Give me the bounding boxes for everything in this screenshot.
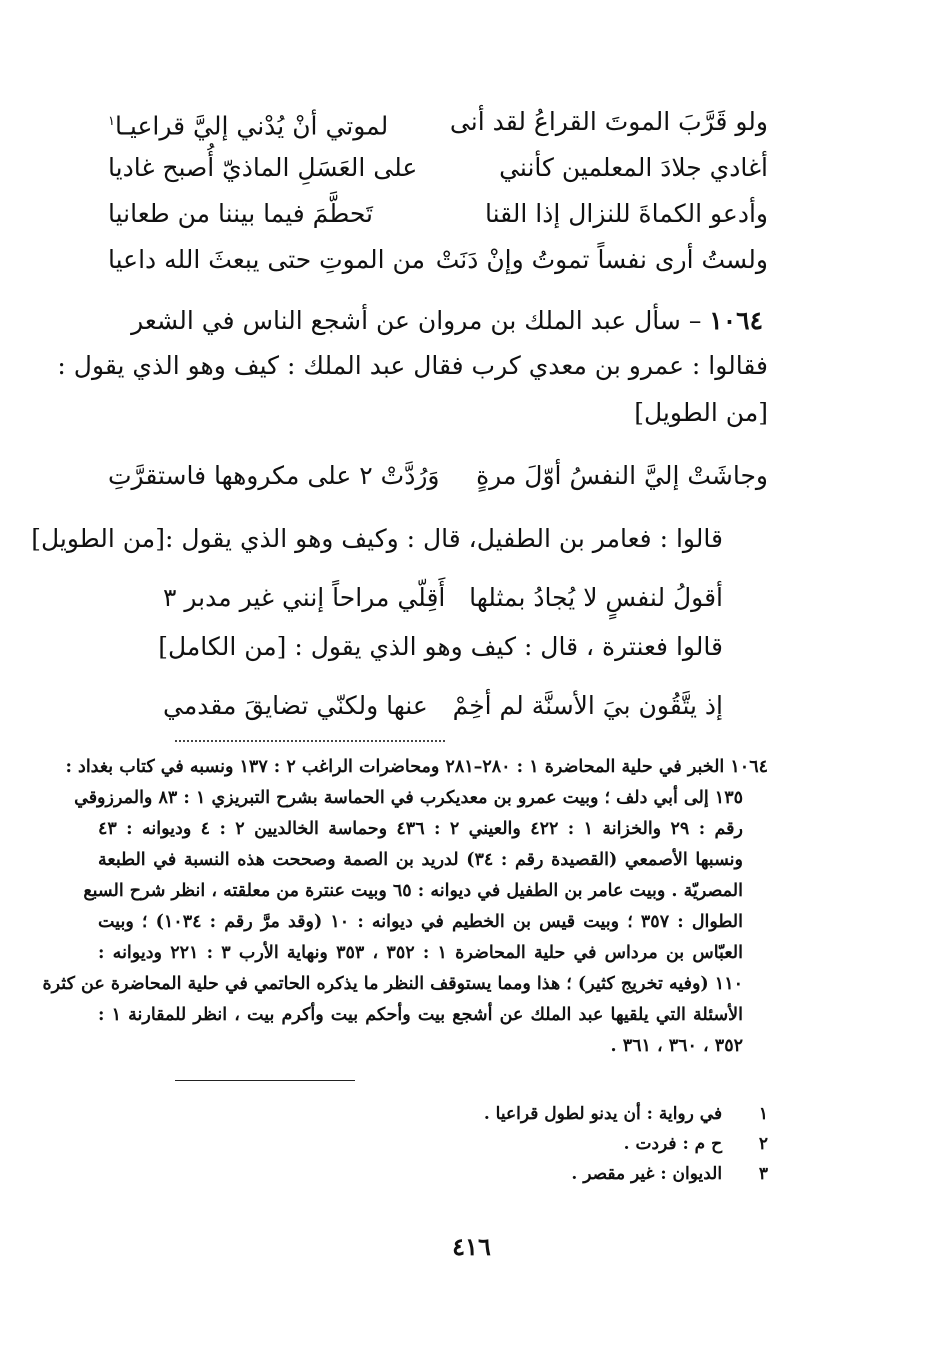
footnote-line: رقم : ٢٩ والخزانة ١ : ٤٢٢ والعيني ٢ : ٤٣٦ وحماسة الخالديين ٢ : ٤ وديوانه : ٤٣ xyxy=(98,819,743,839)
verse-line xyxy=(163,578,723,618)
footnote-line: الطوال : ٣٥٧ ؛ وبيت قيس بن الخطيم في ديوانه : ١٠ (وقد مرَّ رقم : ١٠٣٤) ؛ وبيت xyxy=(98,912,743,932)
verse-hemistich-second: على العَسَلِ الماذيّ أُصبح غاديا xyxy=(108,153,418,182)
verse-hemistich-second: وَرُدَّتْ ٢ على مكروهها فاستقرَّتِ xyxy=(108,461,440,490)
notes-separator xyxy=(175,1080,355,1081)
note-text: الديوان : غير مقصر . xyxy=(571,1164,723,1184)
verse-hemistich-second: أَقِلّي مراحاً إنني غير مدبر ٣ xyxy=(163,583,446,612)
footnote-line: ونسبها الأصمعي (القصيدة رقم : ٣٤) لدريد بن الصمة وصححت هذه النسبة في الطبعة xyxy=(98,850,743,870)
note-item xyxy=(168,1130,768,1158)
entry-number: ١٠٦٤ xyxy=(709,306,763,335)
footnote-line: العبّاس بن مرداس في حلية المحاضرة ١ : ٣٥٢ ، ٣٥٣ ونهاية الأرب ٣ : ٢٢١ وديوانه : xyxy=(98,943,743,963)
verse-hemistich-first: ولستُ أرى نفساً تموتُ وإنْ دَنَتْ xyxy=(435,245,768,274)
verse-hemistich-first: ولو قَرَّبَ الموتَ القراعُ لقد أنى xyxy=(449,107,768,136)
note-item xyxy=(168,1100,768,1128)
note-number: ٢ xyxy=(758,1134,768,1154)
verse-line xyxy=(108,240,768,280)
verse-hemistich-first: وأدعو الكماةَ للنزال إذا القنا xyxy=(484,199,768,228)
footnote-separator xyxy=(175,740,445,742)
verse-hemistich-second: لموتي أنْ يُدْني إليَّ قراعيـا$^١$ xyxy=(108,111,389,141)
meter-label: [من الطويل] xyxy=(634,398,768,427)
note-text: في رواية : أن يدنو لطول قراعيا . xyxy=(483,1104,723,1124)
note-number: ١ xyxy=(758,1104,768,1124)
verse-hemistich-first: إذ يتَّقُون بيَ الأسنَّة لم أخِمْ xyxy=(452,691,723,720)
verse-line xyxy=(108,148,768,188)
verse-line xyxy=(108,194,768,234)
verse-hemistich-second: عنها ولكنّي تضايقَ مقدمي xyxy=(163,691,428,720)
page-number: ٤١٦ xyxy=(452,1232,491,1261)
footnote-line: ٣٥٢ ، ٣٦٠ ، ٣٦١ . xyxy=(610,1036,743,1056)
footnote-marker: ١ xyxy=(108,114,115,129)
entry-text-line: قالوا فعنترة ، قال : كيف وهو الذي يقول : [من الكامل] xyxy=(158,632,723,661)
verse-hemistich-second: تَحطَّمَ فيما بيننا من طعانيا xyxy=(108,199,373,228)
entry-text: – سأل عبد الملك بن مروان عن أشجع الناس في الشعر xyxy=(131,306,702,335)
entry-text-line: فقالوا : عمرو بن معدي كرب فقال عبد الملك : كيف وهو الذي يقول : xyxy=(57,351,768,380)
verse-line xyxy=(108,456,768,496)
note-text: ح م : فردت . xyxy=(623,1134,723,1154)
verse-hemistich-first: وجاشَتْ إليَّ النفسُ أوّلَ مرةٍ xyxy=(476,461,768,490)
footnote-line: الأسئلة التي يلقيها عبد الملك عن أشجع بيت وأحكم بيت وأكرم بيت ، انظر للمقارنة ١ : xyxy=(98,1005,743,1025)
note-number: ٣ xyxy=(758,1164,768,1184)
verse-hemistich-second: من الموتِ حتى يبعثَ الله داعيا xyxy=(108,245,425,274)
verse-line xyxy=(108,102,768,142)
footnote-line: ١١٠ (وفيه تخريج كثير) ؛ هذا ومما يستوقف النظر ما يذكره الحاتمي في حلية المحاضرة عن كثرة xyxy=(42,974,743,994)
verse-hemistich-first: أقولُ لنفسٍ لا يُجادُ بمثلها xyxy=(469,583,723,612)
entry-heading-line xyxy=(103,300,763,342)
footnote-line: المصريّة . وبيت عامر بن الطفيل في ديوانه : ٦٥ وبيت عنترة من معلقته ، انظر شرح السبع xyxy=(83,881,743,901)
entry-text-line: قالوا : فعامر بن الطفيل، قال : وكيف وهو الذي يقول :[من الطويل] xyxy=(31,524,723,553)
note-item xyxy=(168,1160,768,1188)
verse-line xyxy=(163,686,723,726)
footnote-line: ١٠٦٤ الخبر في حلية المحاضرة ١ : ٢٨٠–٢٨١ ومحاضرات الراغب ٢ : ١٣٧ ونسبه في كتاب بغداد : xyxy=(65,757,768,777)
footnote-line: ١٣٥ إلى أبي دلف ؛ وبيت عمرو بن معديكرب في الحماسة بشرح التبريزي ١ : ٨٣ والمرزوقي xyxy=(74,788,743,808)
verse-hemistich-first: أغادي جلادَ المعلمين كأنني xyxy=(499,153,768,182)
